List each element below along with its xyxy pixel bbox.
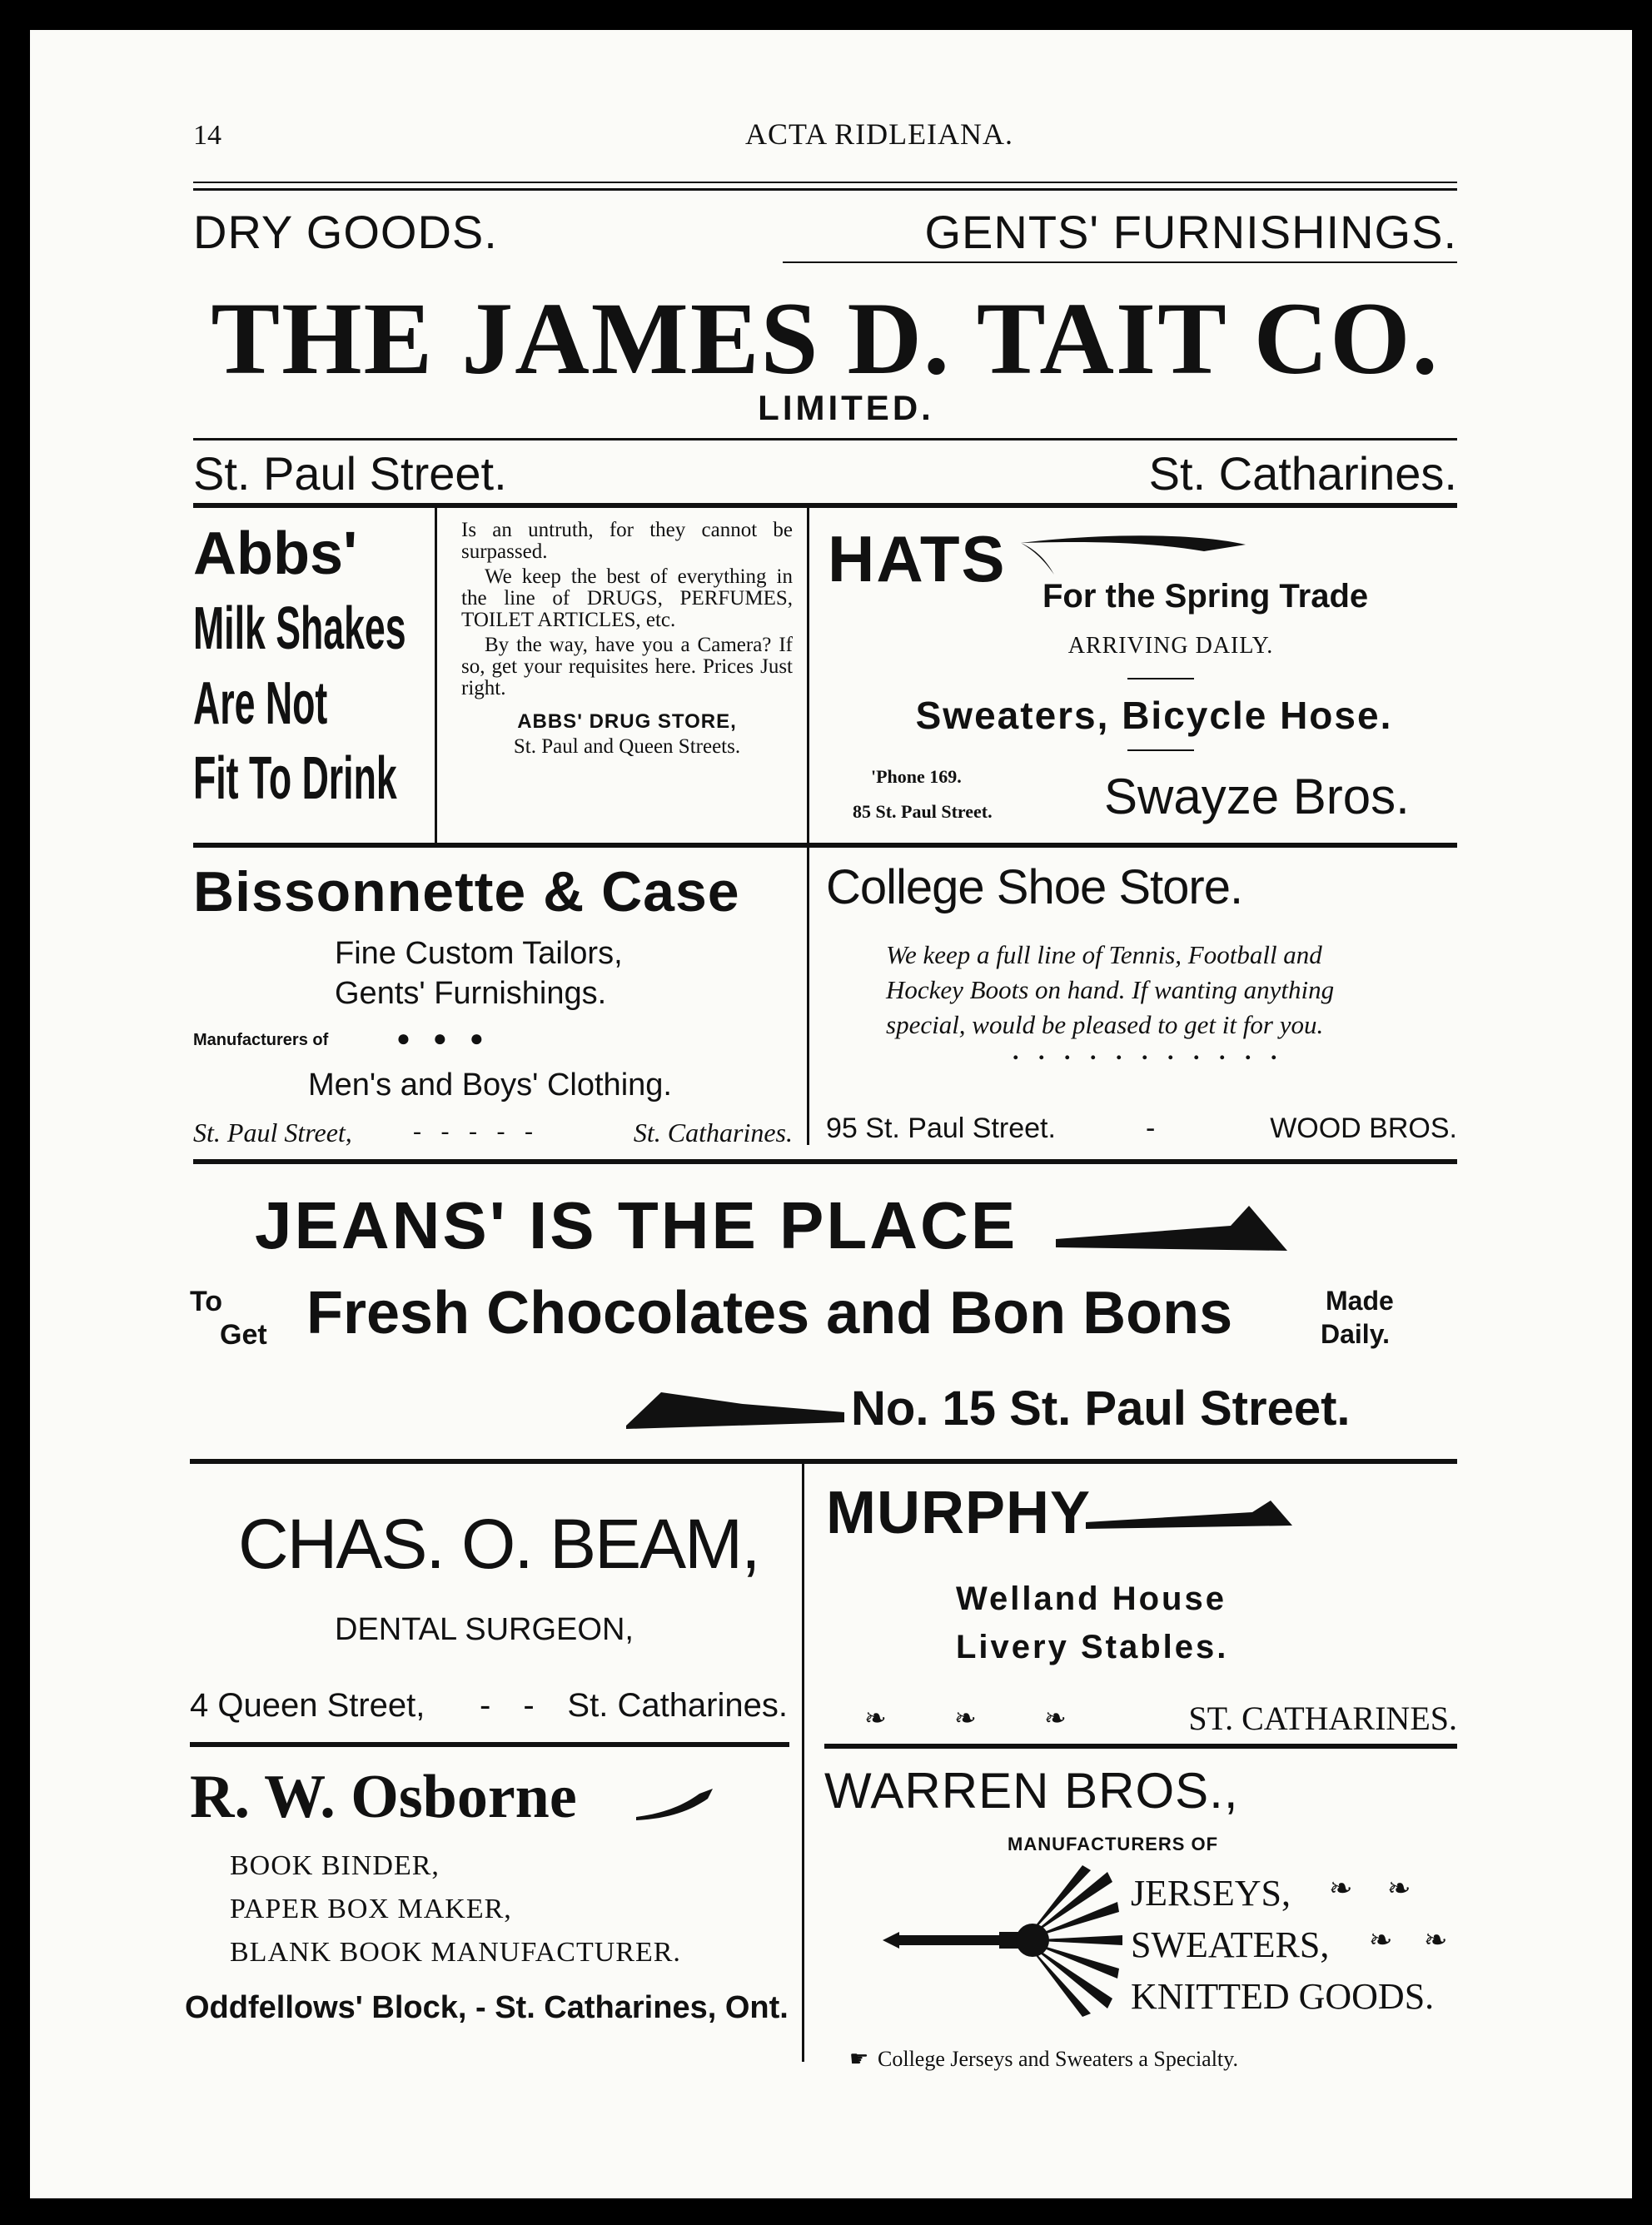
warren-sunburst-icon [883,1865,1124,2017]
jeans-daily: Daily. [1321,1319,1390,1349]
abbs-slogan-line: Fit To Drink [193,745,397,812]
tait-limited: LIMITED. [758,388,934,427]
murphy-ornament-icon: ❧ [954,1703,977,1733]
tait-rule-thin [783,261,1457,263]
header-rule-bottom [193,188,1457,191]
abbs-text-block [461,520,793,758]
osborne-line-3: BLANK BOOK MANUFACTURER. [230,1937,681,1968]
bissonnette-dashes: - - - - - [413,1117,540,1145]
bissonnette-ornament-icon: ● ● ● [396,1026,492,1052]
rule-below-abbs [193,843,1457,848]
warren-ornament-icon: ❧ [1329,1874,1353,1904]
swayze-short-rule-2 [1127,749,1194,751]
warren-manufacturers: MANUFACTURERS OF [1008,1834,1219,1854]
magazine-page [30,30,1632,2198]
abbs-store-name: ABBS' DRUG STORE, [517,710,737,733]
warren-ornament-icon: ❧ [1387,1874,1411,1904]
murphy-line-2: Livery Stables. [956,1629,1229,1665]
hats-flourish-icon [1021,535,1254,585]
beam-street: 4 Queen Street, [190,1687,425,1724]
rule-below-tailors [193,1159,1457,1164]
murphy-line-1: Welland House [956,1580,1227,1617]
jeans-made: Made [1326,1286,1394,1316]
warren-item-3: KNITTED GOODS. [1131,1976,1435,2017]
hats-heading: HATS [828,522,1007,595]
bissonnette-city: St. Catharines. [633,1117,793,1147]
murphy-city: ST. CATHARINES. [1188,1700,1457,1737]
college-shoe-owner: WOOD BROS. [1270,1112,1457,1144]
abbs-column-divider [435,508,437,843]
osborne-pen-icon [636,1789,716,1822]
column-divider-top [807,508,809,1145]
swayze-phone: 'Phone 169. [871,766,962,787]
gents-furnishings-tag: GENTS' FURNISHINGS. [924,206,1457,258]
swayze-short-rule [1127,678,1194,679]
bissonnette-manufacturers: Manufacturers of [193,1031,329,1049]
sweaters-bicycle-hose: Sweaters, Bicycle Hose. [915,694,1393,737]
abbs-para-2: We keep the best of everything in the line of DRUGS, PERFUMES, TOILET ARTICLES, etc. [461,565,793,631]
bissonnette-name: Bissonnette & Case [193,860,740,923]
jeans-get: Get [220,1319,267,1351]
rule-below-jeans [190,1459,1457,1464]
osborne-line-1: BOOK BINDER, [230,1850,440,1881]
warren-pointing-hand-icon: ☛ [849,2047,869,2071]
tait-city: St. Catharines. [1148,447,1457,500]
murphy-ornament-icon: ❧ [1044,1703,1067,1733]
murphy-name: MURPHY [826,1480,1092,1546]
spring-trade-line: For the Spring Trade [1042,578,1369,615]
page-number: 14 [193,120,221,151]
jeans-main-line: Fresh Chocolates and Bon Bons [306,1280,1233,1346]
column-divider-bottom [802,1464,804,2062]
bissonnette-line-3: Men's and Boys' Clothing. [308,1068,672,1103]
warren-name: WARREN BROS., [824,1763,1239,1819]
jeans-address-arrow-icon [626,1392,846,1429]
swayze-address: 85 St. Paul Street. [853,801,993,822]
warren-ornament-icon: ❧ [1369,1925,1393,1956]
abbs-slogan-line: Abbs' [193,520,358,587]
jeans-headline-arrow-icon [1056,1206,1289,1252]
abbs-para-3: By the way, have you a Camera? If so, get your requisites here. Prices Just right. [461,634,793,699]
college-shoe-dots: . . . . . . . . . . . [1013,1038,1284,1065]
jeans-headline: JEANS' IS THE PLACE [255,1188,1018,1262]
tait-street: St. Paul Street. [193,447,507,500]
warren-item-1: JERSEYS, [1131,1873,1291,1914]
college-shoe-dash: - [1146,1112,1156,1144]
murphy-arrow-icon [1086,1501,1294,1534]
abbs-para-1: Is an untruth, for they cannot be surpassed. [461,519,793,563]
osborne-address: Oddfellows' Block, - St. Catharines, Ont. [185,1990,789,2025]
warren-specialty: College Jerseys and Sweaters a Specialty. [878,2047,1238,2071]
abbs-slogan-line: Milk Shakes [193,595,406,662]
header-rule-top [193,182,1457,183]
osborne-line-2: PAPER BOX MAKER, [230,1894,512,1924]
college-shoe-address: 95 St. Paul Street. [826,1112,1056,1144]
journal-title: ACTA RIDLEIANA. [744,117,1014,151]
jeans-address: No. 15 St. Paul Street. [851,1381,1351,1436]
warren-item-2: SWEATERS, [1131,1924,1330,1965]
osborne-name: R. W. Osborne [190,1763,577,1831]
murphy-ornament-icon: ❧ [864,1703,887,1733]
beam-name: CHAS. O. BEAM, [238,1505,759,1583]
swayze-name: Swayze Bros. [1104,769,1410,824]
abbs-slogan-line: Are Not [193,670,328,737]
rule-above-osborne [190,1742,789,1747]
tait-rule-mid [193,438,1457,441]
bissonnette-line-1: Fine Custom Tailors, [335,936,623,971]
beam-dashes: - - [480,1687,546,1724]
bissonnette-street: St. Paul Street, [193,1117,352,1147]
college-shoe-name: College Shoe Store. [826,860,1243,914]
tait-company-name: THE JAMES D. TAIT CO. [211,281,1440,396]
college-shoe-text: We keep a full line of Tennis, Football and Hockey Boots on hand. If wanting anything special, would be pleased to get it for you. [886,940,1335,1039]
rule-above-warren [824,1744,1457,1749]
bissonnette-line-2: Gents' Furnishings. [335,976,607,1011]
jeans-to: To [190,1286,223,1317]
rule-below-tait [193,503,1457,508]
beam-city: St. Catharines. [567,1687,788,1724]
beam-title: DENTAL SURGEON, [335,1612,634,1647]
warren-ornament-icon: ❧ [1424,1925,1448,1956]
arriving-daily: ARRIVING DAILY. [1067,633,1274,659]
dry-goods-tag: DRY GOODS. [193,206,498,258]
abbs-store-address: St. Paul and Queen Streets. [513,735,741,758]
